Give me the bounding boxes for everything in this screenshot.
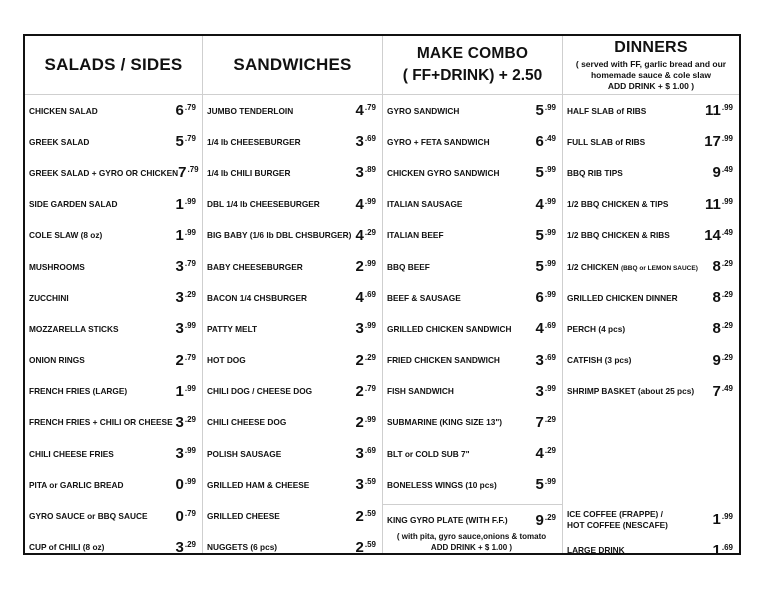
item-price: 2 .99 <box>355 258 376 276</box>
item-name: ONION RINGS <box>29 355 85 366</box>
menu-item <box>25 189 202 220</box>
item-price: 9 .29 <box>535 511 556 529</box>
menu-item <box>25 282 202 313</box>
item-price: 3 .99 <box>355 320 376 338</box>
item-price: 5 .99 <box>535 164 556 182</box>
item-price: 3 .89 <box>355 164 376 182</box>
menu-item <box>383 220 562 251</box>
item-name: 1/4 lb CHILI BURGER <box>207 167 291 178</box>
item-name: JUMBO TENDERLOIN <box>207 105 294 116</box>
column-sandwiches <box>202 36 382 556</box>
menu-item <box>203 126 382 157</box>
menu-item <box>383 157 562 188</box>
menu-item <box>25 438 202 469</box>
item-price: 1 .99 <box>175 382 196 400</box>
menu-item <box>25 469 202 500</box>
column-title: SANDWICHES <box>233 55 352 74</box>
item-name: CUP of CHILI (8 oz) <box>29 542 105 553</box>
menu-item <box>383 469 562 500</box>
item-name: PATTY MELT <box>207 323 258 334</box>
column-make-combo <box>382 36 562 553</box>
item-price: 4 .29 <box>355 226 376 244</box>
menu-item <box>563 535 739 566</box>
menu-item <box>25 532 202 563</box>
item-price: 4 .29 <box>535 445 556 463</box>
item-name: KING GYRO PLATE (WITH F.F.) <box>387 515 508 525</box>
item-price: 3 .59 <box>355 476 376 494</box>
column-title: MAKE COMBO <box>416 45 529 62</box>
menu-item <box>383 345 562 376</box>
column-salads-sides <box>25 36 202 556</box>
item-name: HOT DOG <box>207 355 246 366</box>
item-price: 14 .49 <box>704 226 733 244</box>
menu-item <box>25 313 202 344</box>
item-price: 4 .69 <box>355 289 376 307</box>
menu-item <box>563 313 739 344</box>
item-name: 1/2 CHICKEN (BBQ or LEMON SAUCE) <box>567 261 698 272</box>
menu-item <box>383 282 562 313</box>
menu-board <box>23 34 741 559</box>
special-note: ( with pita, gyro sauce,onions & tomato ADD DRINK + $ 1.00 ) <box>396 532 547 552</box>
menu-item <box>383 376 562 407</box>
item-name: HALF SLAB of RIBS <box>567 105 647 116</box>
column-title-line2: ( FF+DRINK) + 2.50 <box>402 67 543 84</box>
column-title: SALADS / SIDES <box>44 55 183 74</box>
item-price: 2 .59 <box>355 538 376 556</box>
menu-item <box>563 157 739 188</box>
item-price: 9 .49 <box>712 164 733 182</box>
menu-item <box>203 407 382 438</box>
item-price: 5 .99 <box>535 476 556 494</box>
menu-item <box>563 282 739 313</box>
item-name: CHICKEN SALAD <box>29 105 98 116</box>
menu-item <box>203 189 382 220</box>
item-price: 6 .99 <box>535 289 556 307</box>
menu-item <box>563 376 739 407</box>
item-price: 0 .99 <box>175 476 196 494</box>
column-title: DINNERS <box>614 38 688 56</box>
item-price: 8 .29 <box>712 258 733 276</box>
menu-item <box>203 345 382 376</box>
item-name: PERCH (4 pcs) <box>567 323 626 334</box>
item-name: FRENCH FRIES + CHILI OR CHEESE <box>29 417 173 428</box>
menu-item <box>383 95 562 126</box>
item-name: GRILLED CHEESE <box>207 511 280 522</box>
menu-item <box>25 376 202 407</box>
menu-item <box>563 189 739 220</box>
item-name: BONELESS WINGS (10 pcs) <box>387 479 497 490</box>
item-price: 7 .49 <box>712 382 733 400</box>
item-price: 6 .79 <box>175 102 196 120</box>
item-name: GRILLED HAM & CHEESE <box>207 479 310 490</box>
menu-item <box>387 509 556 531</box>
item-name: FULL SLAB of RIBS <box>567 136 646 147</box>
item-list <box>383 95 562 500</box>
item-name: PITA or GARLIC BREAD <box>29 479 124 490</box>
item-name: BBQ BEEF <box>387 261 430 272</box>
menu-item <box>383 438 562 469</box>
menu-item <box>25 407 202 438</box>
menu-item <box>383 251 562 282</box>
item-price: 2 .79 <box>355 382 376 400</box>
item-price: 3 .69 <box>355 133 376 151</box>
menu-item <box>203 500 382 531</box>
item-name: CHILI CHEESE FRIES <box>29 448 114 459</box>
item-name: CHILI DOG / CHEESE DOG <box>207 386 313 397</box>
item-price: 8 .29 <box>712 320 733 338</box>
item-name: DBL 1/4 lb CHEESEBURGER <box>207 199 320 210</box>
column-dinners <box>562 36 739 559</box>
drinks-list <box>563 504 739 566</box>
item-price: 3 .69 <box>355 445 376 463</box>
menu-item <box>203 95 382 126</box>
item-price: 0 .79 <box>175 507 196 525</box>
item-price: 3 .99 <box>175 445 196 463</box>
menu-item <box>25 95 202 126</box>
item-price: 1 .99 <box>712 511 733 528</box>
item-price: 5 .99 <box>535 102 556 120</box>
menu-item <box>203 469 382 500</box>
item-name: SUBMARINE (KING SIZE 13") <box>387 417 503 428</box>
item-name: ITALIAN SAUSAGE <box>387 199 463 210</box>
item-list <box>25 95 202 563</box>
item-name: MUSHROOMS <box>29 261 85 272</box>
menu-item <box>383 313 562 344</box>
column-header <box>203 36 382 95</box>
menu-item <box>563 345 739 376</box>
item-name: MOZZARELLA STICKS <box>29 323 119 334</box>
column-subtitle: ( served with FF, garlic bread and our homemade sauce & cole slaw ADD DRINK + $ 1.00 ) <box>575 58 727 91</box>
item-list <box>563 95 739 407</box>
item-name: ITALIAN BEEF <box>387 230 444 241</box>
menu-item <box>25 500 202 531</box>
item-price: 1 .99 <box>175 195 196 213</box>
menu-item <box>203 157 382 188</box>
item-name: COLE SLAW (8 oz) <box>29 230 103 241</box>
item-price: 4 .99 <box>355 195 376 213</box>
menu-item <box>25 220 202 251</box>
item-name: GYRO SAUCE or BBQ SAUCE <box>29 511 148 522</box>
item-name: SIDE GARDEN SALAD <box>29 199 118 210</box>
menu-item <box>563 504 739 535</box>
item-price: 5 .79 <box>175 133 196 151</box>
menu-item <box>563 95 739 126</box>
item-price: 3 .29 <box>175 413 196 431</box>
menu-item <box>563 126 739 157</box>
item-price: 2 .59 <box>355 507 376 525</box>
menu-item <box>25 126 202 157</box>
column-header <box>25 36 202 95</box>
item-name: BACON 1/4 CHSBURGER <box>207 292 308 303</box>
item-name: CHILI CHEESE DOG <box>207 417 287 428</box>
item-price: 2 .29 <box>355 351 376 369</box>
item-price: 3 .99 <box>535 382 556 400</box>
item-name: FRENCH FRIES (LARGE) <box>29 386 128 397</box>
item-name: FRIED CHICKEN SANDWICH <box>387 355 500 366</box>
menu-item <box>563 220 739 251</box>
item-name: 1/2 BBQ CHICKEN & RIBS <box>567 230 670 241</box>
item-price: 3 .79 <box>175 258 196 276</box>
item-name: CATFISH (3 pcs) <box>567 355 632 366</box>
column-header <box>383 36 562 95</box>
item-price: 4 .79 <box>355 102 376 120</box>
menu-item <box>203 220 382 251</box>
item-name: GRILLED CHICKEN SANDWICH <box>387 323 512 334</box>
item-price: 3 .29 <box>175 538 196 556</box>
item-price: 8 .29 <box>712 289 733 307</box>
item-price: 5 .99 <box>535 226 556 244</box>
item-price: 11 .99 <box>705 102 733 120</box>
special-item <box>383 504 562 553</box>
menu-item <box>25 157 202 188</box>
item-price: 2 .79 <box>175 351 196 369</box>
menu-item <box>383 126 562 157</box>
menu-item <box>203 376 382 407</box>
menu-item <box>25 251 202 282</box>
item-name: GRILLED CHICKEN DINNER <box>567 292 678 303</box>
item-name: BBQ RIB TIPS <box>567 167 623 178</box>
item-price: 3 .99 <box>175 320 196 338</box>
item-name: GYRO SANDWICH <box>387 105 460 116</box>
item-name: GREEK SALAD + GYRO OR CHICKEN <box>29 167 179 178</box>
item-name: BIG BABY (1/6 lb DBL CHSBURGER) <box>207 230 352 241</box>
item-name: NUGGETS (6 pcs) <box>207 542 278 553</box>
item-name: ICE COFFEE (FRAPPE) / HOT COFFEE (NESCAFE) <box>567 508 668 530</box>
menu-item <box>203 532 382 563</box>
menu-item <box>203 313 382 344</box>
item-name: 1/4 lb CHEESEBURGER <box>207 136 301 147</box>
menu-item <box>25 345 202 376</box>
item-name: GYRO + FETA SANDWICH <box>387 136 490 147</box>
item-price: 5 .99 <box>535 258 556 276</box>
item-price: 3 .29 <box>175 289 196 307</box>
item-name: CHICKEN GYRO SANDWICH <box>387 167 500 178</box>
item-price: 9 .29 <box>712 351 733 369</box>
item-price: 7 .79 <box>178 164 199 182</box>
item-price: 4 .69 <box>535 320 556 338</box>
menu-item <box>203 251 382 282</box>
item-name: BEEF & SAUSAGE <box>387 292 461 303</box>
item-list <box>203 95 382 563</box>
item-name: SHRIMP BASKET (about 25 pcs) <box>567 386 695 397</box>
menu-item <box>203 282 382 313</box>
item-name: POLISH SAUSAGE <box>207 448 282 459</box>
item-name: LARGE DRINK <box>567 545 625 555</box>
menu-item <box>383 189 562 220</box>
item-name: BLT or COLD SUB 7" <box>387 448 470 459</box>
menu-item <box>203 438 382 469</box>
item-price: 1 .69 <box>712 542 733 559</box>
column-header <box>563 36 739 95</box>
item-price: 7 .29 <box>535 413 556 431</box>
item-price: 17 .99 <box>704 133 733 151</box>
item-price: 1 .99 <box>175 226 196 244</box>
menu-item <box>383 407 562 438</box>
item-name: GREEK SALAD <box>29 136 90 147</box>
item-price: 3 .69 <box>535 351 556 369</box>
item-name: BABY CHEESEBURGER <box>207 261 303 272</box>
item-price: 6 .49 <box>535 133 556 151</box>
item-name: ZUCCHINI <box>29 292 69 303</box>
menu-item <box>563 251 739 282</box>
item-price: 11 .99 <box>705 195 733 213</box>
item-name: FISH SANDWICH <box>387 386 454 397</box>
item-price: 2 .99 <box>355 413 376 431</box>
item-price: 4 .99 <box>535 195 556 213</box>
item-name: 1/2 BBQ CHICKEN & TIPS <box>567 199 669 210</box>
item-name-note: (BBQ or LEMON SAUCE) <box>620 264 698 272</box>
